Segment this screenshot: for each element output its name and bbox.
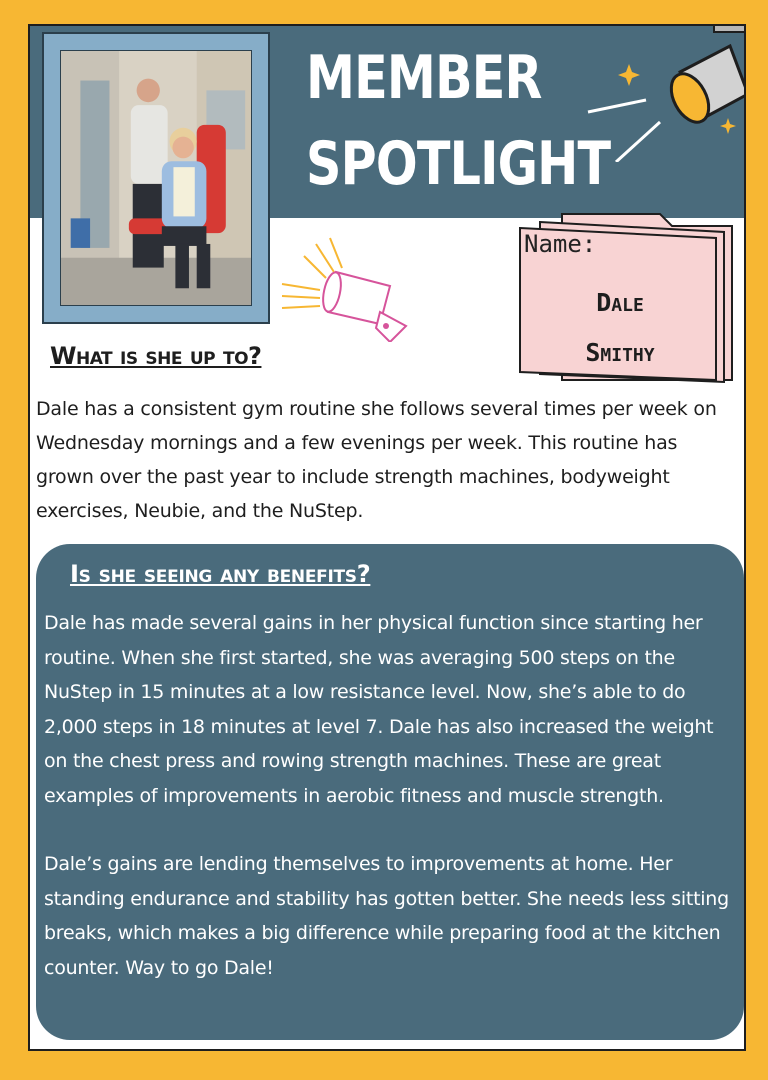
what-heading: What is she up to? (50, 342, 262, 370)
benefits-box (36, 544, 744, 1040)
title-line-2: SPOTLIGHT (306, 129, 611, 199)
spotlight-page (28, 24, 746, 1051)
benefits-paragraph-2: Dale’s gains are lending themselves to improvements at home. Her standing endurance and stability has gotten better. She needs less sitting breaks, which makes a big difference while preparing food at the kitchen counter. Way to go Dale! (44, 853, 729, 979)
member-last-name: Smithy (585, 338, 655, 367)
benefits-paragraph-1: Dale has made several gains in her physical function since starting her routine. When she first started, she was averaging 500 steps on the NuStep in 15 minutes at a low resistance level. Now, she’s able to do 2,000 steps in 18 minutes at level 7. Dale has also increased the weight on the chest press and rowing strength machines. These are great examples of improvements in aerobic fitness and muscle strength. (44, 612, 714, 807)
title-line-1: MEMBER (306, 43, 542, 113)
what-body: Dale has a consistent gym routine she follows several times per week on Wednesday mornings and a few evenings per week. This routine has grown over the past year to include strength machines, bodyweight exercises, Neubie, and the NuStep. (36, 398, 717, 522)
name-label: Name: (524, 230, 597, 258)
small-spotlight-icon (280, 232, 420, 342)
member-photo (60, 50, 252, 306)
benefits-heading: Is she seeing any benefits? (70, 560, 371, 588)
benefits-body (44, 606, 734, 985)
member-first-name: Dale (596, 288, 644, 317)
spotlight-icon (580, 24, 746, 162)
member-name (510, 278, 730, 378)
photo-frame (42, 32, 270, 324)
